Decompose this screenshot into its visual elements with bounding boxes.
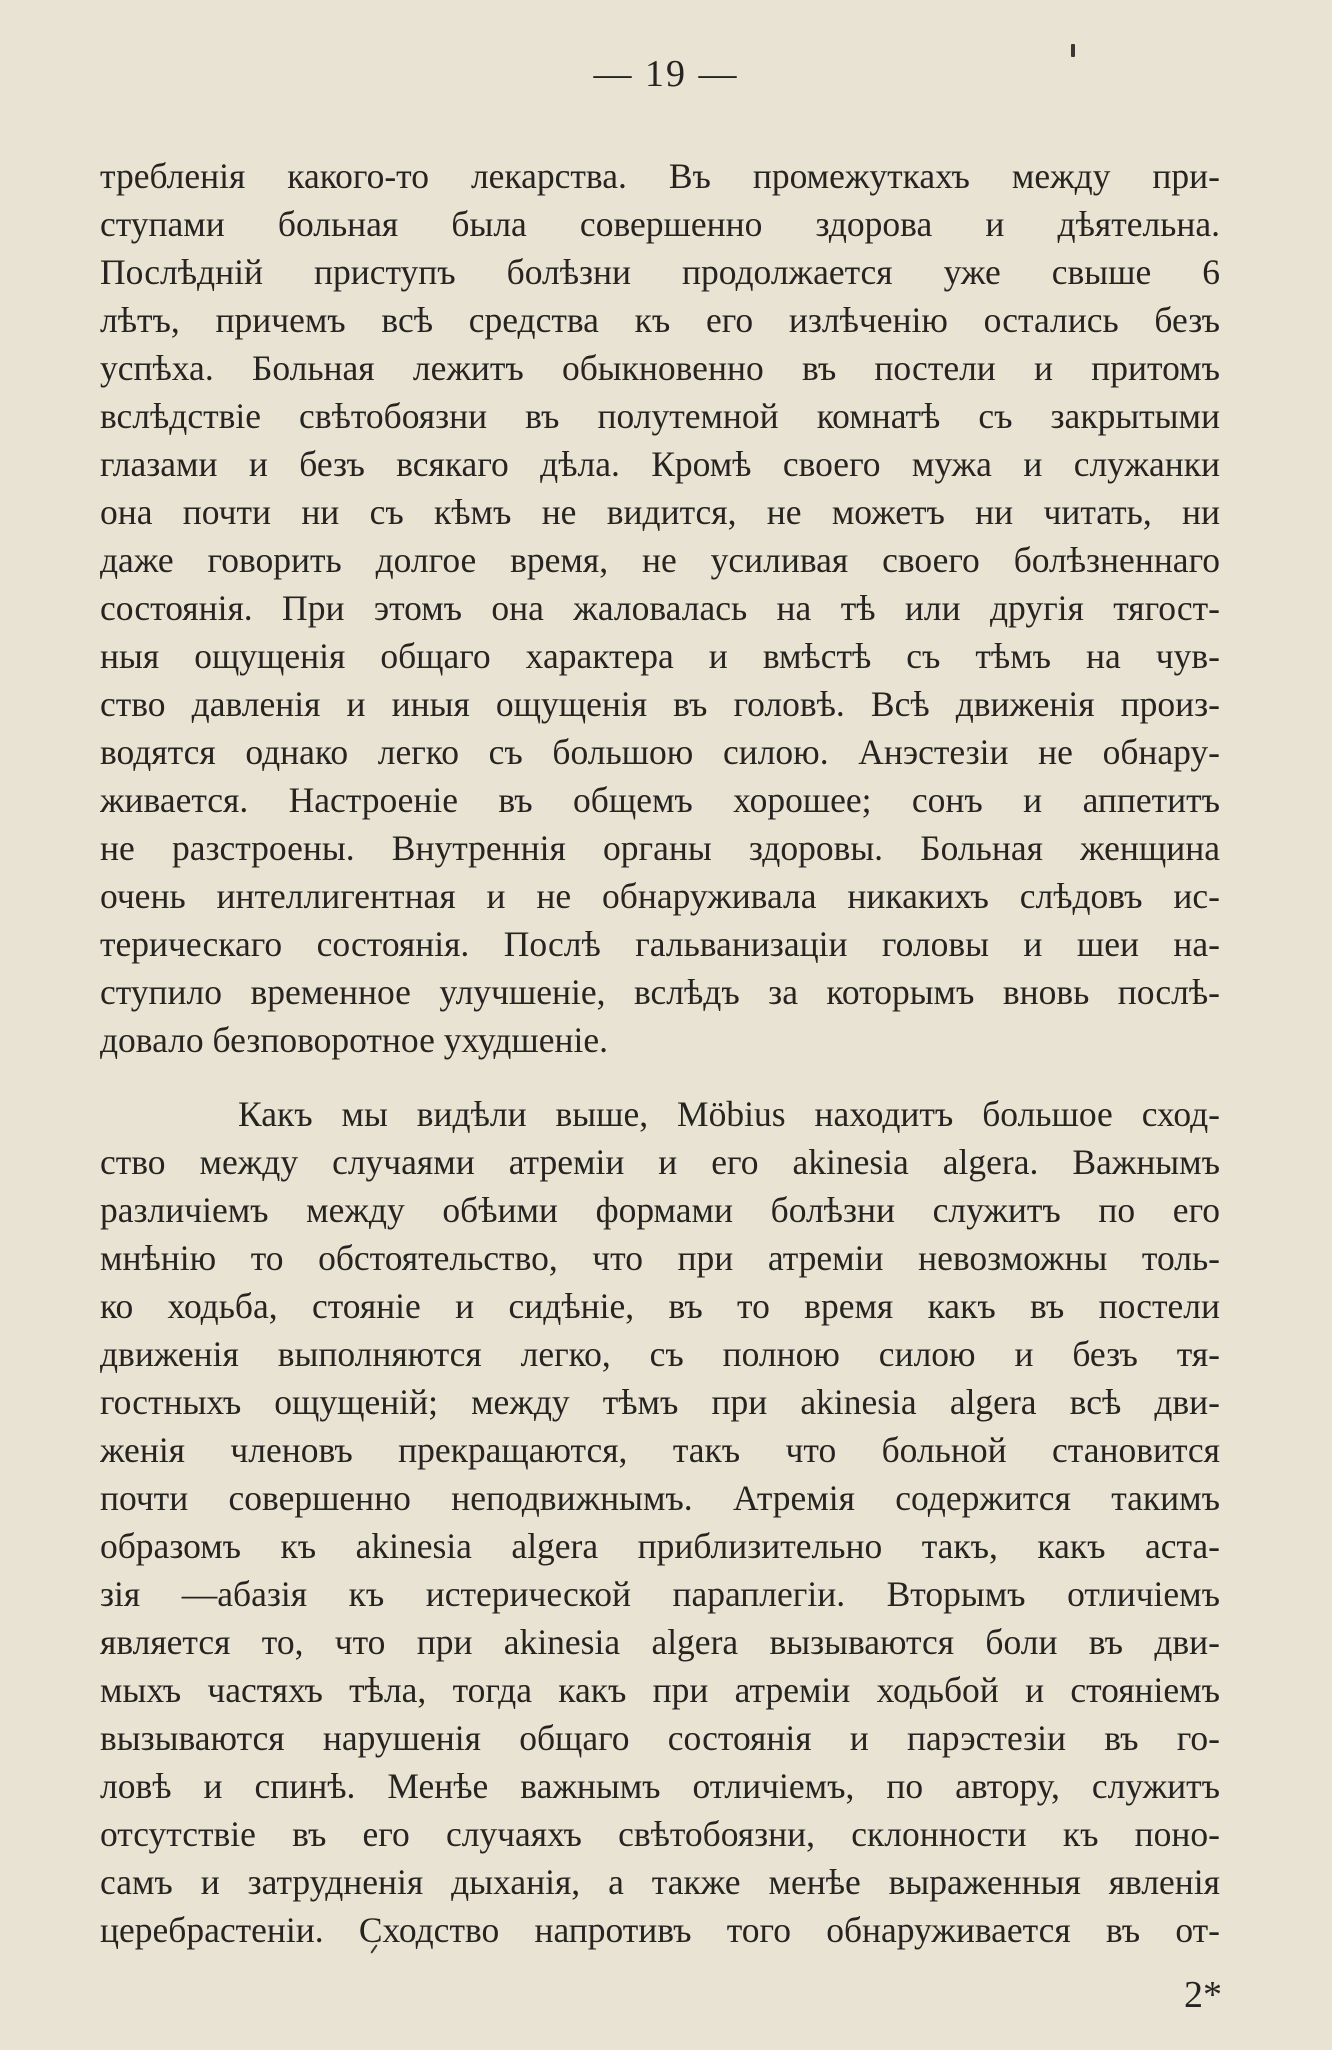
text-line: состоянія. При этомъ она жаловалась на тѣ или другія тягост- [100,588,1220,628]
text-line: живается. Настроеніе въ общемъ хорошее; сонъ и аппетитъ [100,780,1220,820]
text-line: требленія какого-то лекарства. Въ промежуткахъ между при- [100,156,1220,196]
text-line: ныя ощущенія общаго характера и вмѣстѣ съ тѣмъ на чув- [100,636,1220,676]
text-line: церебрастеніи. Сходство напротивъ того обнаруживается въ от- [100,1910,1220,1950]
text-line: успѣха. Больная лежитъ обыкновенно въ постели и притомъ [100,348,1220,388]
text-line: ступило временное улучшеніе, вслѣдъ за которымъ вновь послѣ- [100,972,1220,1012]
text-line: ловѣ и спинѣ. Менѣе важнымъ отличіемъ, по автору, служитъ [100,1766,1220,1806]
text-line: образомъ къ akinesia algera приблизительно такъ, какъ аста- [100,1526,1220,1566]
text-line: даже говорить долгое время, не усиливая своего болѣзненнаго [100,540,1220,580]
signature-mark: 2* [1184,1974,1222,2016]
text-line: мыхъ частяхъ тѣла, тогда какъ при атреміи ходьбой и стояніемъ [100,1670,1220,1710]
text-line: очень интеллигентная и не обнаруживала никакихъ слѣдовъ ис- [100,876,1220,916]
text-line: ство давленія и иныя ощущенія въ головѣ. Всѣ движенія произ- [100,684,1220,724]
text-line: не разстроены. Внутреннія органы здоровы. Больная женщина [100,828,1220,868]
text-line: водятся однако легко съ большою силою. Анэстезіи не обнару- [100,732,1220,772]
text-line: лѣтъ, причемъ всѣ средства къ его излѣченію остались безъ [100,300,1220,340]
text-line: мнѣнію то обстоятельство, что при атреміи невозможны толь- [100,1238,1220,1278]
text-line: является то, что при akinesia algera вызываются боли въ дви- [100,1622,1220,1662]
text-line: почти совершенно неподвижнымъ. Атремія содержится такимъ [100,1478,1220,1518]
text-line: самъ и затрудненія дыханія, а также менѣе выраженныя явленія [100,1862,1220,1902]
text-line: женія членовъ прекращаются, такъ что больной становится [100,1430,1220,1470]
text-line: вызываются нарушенія общаго состоянія и парэстезіи въ го- [100,1718,1220,1758]
text-line: глазами и безъ всякаго дѣла. Кромѣ своего мужа и служанки [100,444,1220,484]
text-line: она почти ни съ кѣмъ не видится, не можетъ ни читать, ни [100,492,1220,532]
text-line: терическаго состоянія. Послѣ гальванизаціи головы и шеи на- [100,924,1220,964]
text-line: движенія выполняются легко, съ полною силою и безъ тя- [100,1334,1220,1374]
text-line: вслѣдствіе свѣтобоязни въ полутемной комнатѣ съ закрытыми [100,396,1220,436]
text-line: ство между случаями атреміи и его akinesia algera. Важнымъ [100,1142,1220,1182]
ink-speck [1071,44,1075,57]
text-line: отсутствіе въ его случаяхъ свѣтобоязни, склонности къ поно- [100,1814,1220,1854]
text-line: довало безповоротное ухудшеніе. [100,1020,609,1060]
text-line: Послѣдній приступъ болѣзни продолжается уже свыше 6 [100,252,1220,292]
text-line: различіемъ между обѣими формами болѣзни служитъ по его [100,1190,1220,1230]
page-number: — 19 — [593,53,739,95]
text-line: ко ходьба, стояніе и сидѣніе, въ то время какъ въ постели [100,1286,1220,1326]
text-line: гостныхъ ощущеній; между тѣмъ при akinesia algera всѣ дви- [100,1382,1220,1422]
text-line: зія —абазія къ истерической параплегіи. Вторымъ отличіемъ [100,1574,1220,1614]
paragraph-first-line: Какъ мы видѣли выше, Möbius находитъ большое сход- [238,1094,1220,1134]
text-line: ступами больная была совершенно здорова и дѣятельна. [100,204,1220,244]
